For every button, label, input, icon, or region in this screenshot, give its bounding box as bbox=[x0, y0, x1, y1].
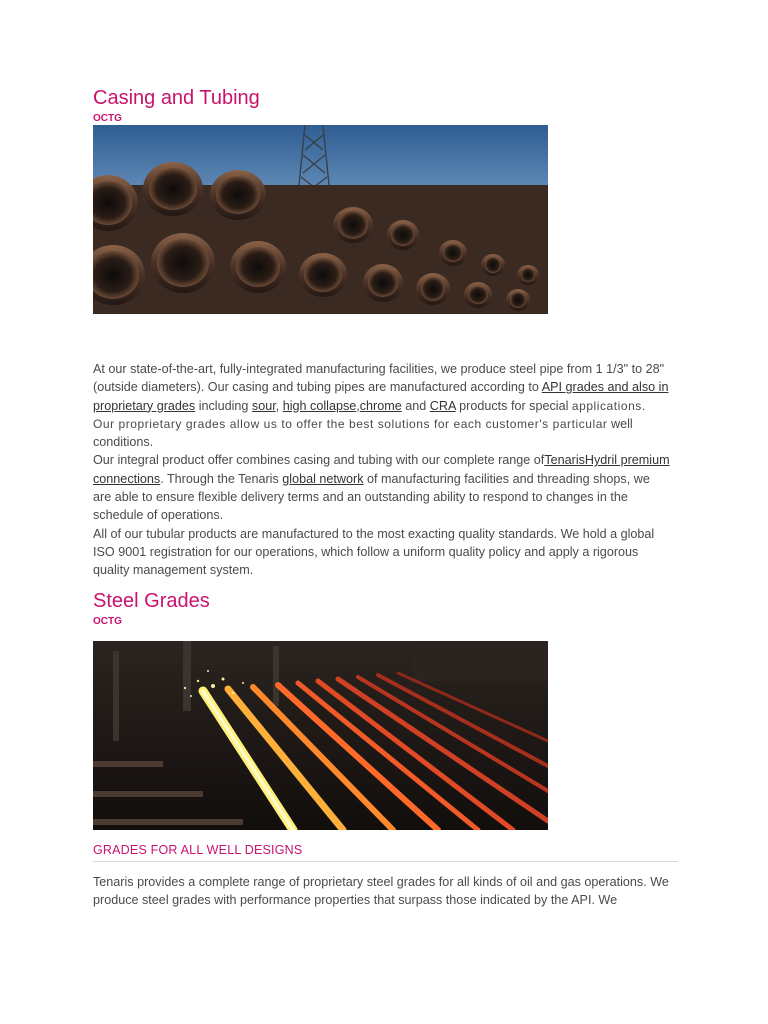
casing-tubing-body bbox=[93, 360, 671, 580]
text-span: products for special bbox=[455, 398, 572, 413]
section-title-casing-tubing: Casing and Tubing bbox=[93, 87, 260, 109]
text-span: At our state-of-the-art, fully-integrated manufacturing facilities, we produce steel pipe from 1 1/3" to 28" (outside diameters). Our casing and tubing pipes are manufactured according to bbox=[93, 362, 665, 395]
text-span: , bbox=[275, 398, 283, 413]
text-span: , bbox=[356, 398, 360, 413]
link-chrome[interactable]: chrome bbox=[359, 398, 402, 413]
link-high-collapse[interactable]: high collapse bbox=[282, 398, 357, 413]
text-span: and bbox=[401, 398, 430, 413]
section-tag-octg: OCTG bbox=[93, 616, 122, 627]
steel-pipes-photo bbox=[93, 125, 548, 314]
text-span: of manufacturing facilities and threading shops, we are able to ensure flexible delivery terms and an outstanding ability to respond to changes in the schedule of operations. bbox=[93, 471, 650, 523]
link-api-grades[interactable]: API grades and also in proprietary grades bbox=[93, 380, 669, 413]
subhead-grades-well-designs: GRADES FOR ALL WELL DESIGNS bbox=[93, 843, 678, 862]
link-tenarishydril[interactable]: TenarisHydril premium connections bbox=[93, 453, 670, 486]
paragraph-manufacturing bbox=[93, 360, 671, 451]
section-title-steel-grades: Steel Grades bbox=[93, 590, 210, 612]
section-tag-octg: OCTG bbox=[93, 113, 122, 124]
paragraph-steel-grades: Tenaris provides a complete range of proprietary steel grades for all kinds of oil and gas operations. We produce steel grades with performance properties that surpass those indicated by the API. We bbox=[93, 875, 669, 908]
link-sour[interactable]: sour bbox=[251, 398, 276, 413]
paragraph-quality: All of our tubular products are manufactured to the most exacting quality standards. We hold a global ISO 9001 registration for our operations, which follow a uniform quality policy and apply a rigorous quality management system. bbox=[93, 526, 655, 578]
text-span: including bbox=[195, 398, 252, 413]
hot-steel-bars-photo bbox=[93, 641, 548, 830]
text-span: applications. Our proprietary grades allow us to offer the best solutions for each customer's particular bbox=[93, 398, 646, 431]
text-span: Our integral product offer combines casing and tubing with our complete range of bbox=[93, 453, 545, 468]
text-span: well conditions. bbox=[93, 416, 633, 450]
text-span: . Through the Tenaris bbox=[160, 471, 283, 486]
paragraph-product-offer bbox=[93, 451, 671, 524]
link-global-network[interactable]: global network bbox=[282, 471, 364, 486]
link-cra[interactable]: CRA bbox=[429, 398, 456, 413]
